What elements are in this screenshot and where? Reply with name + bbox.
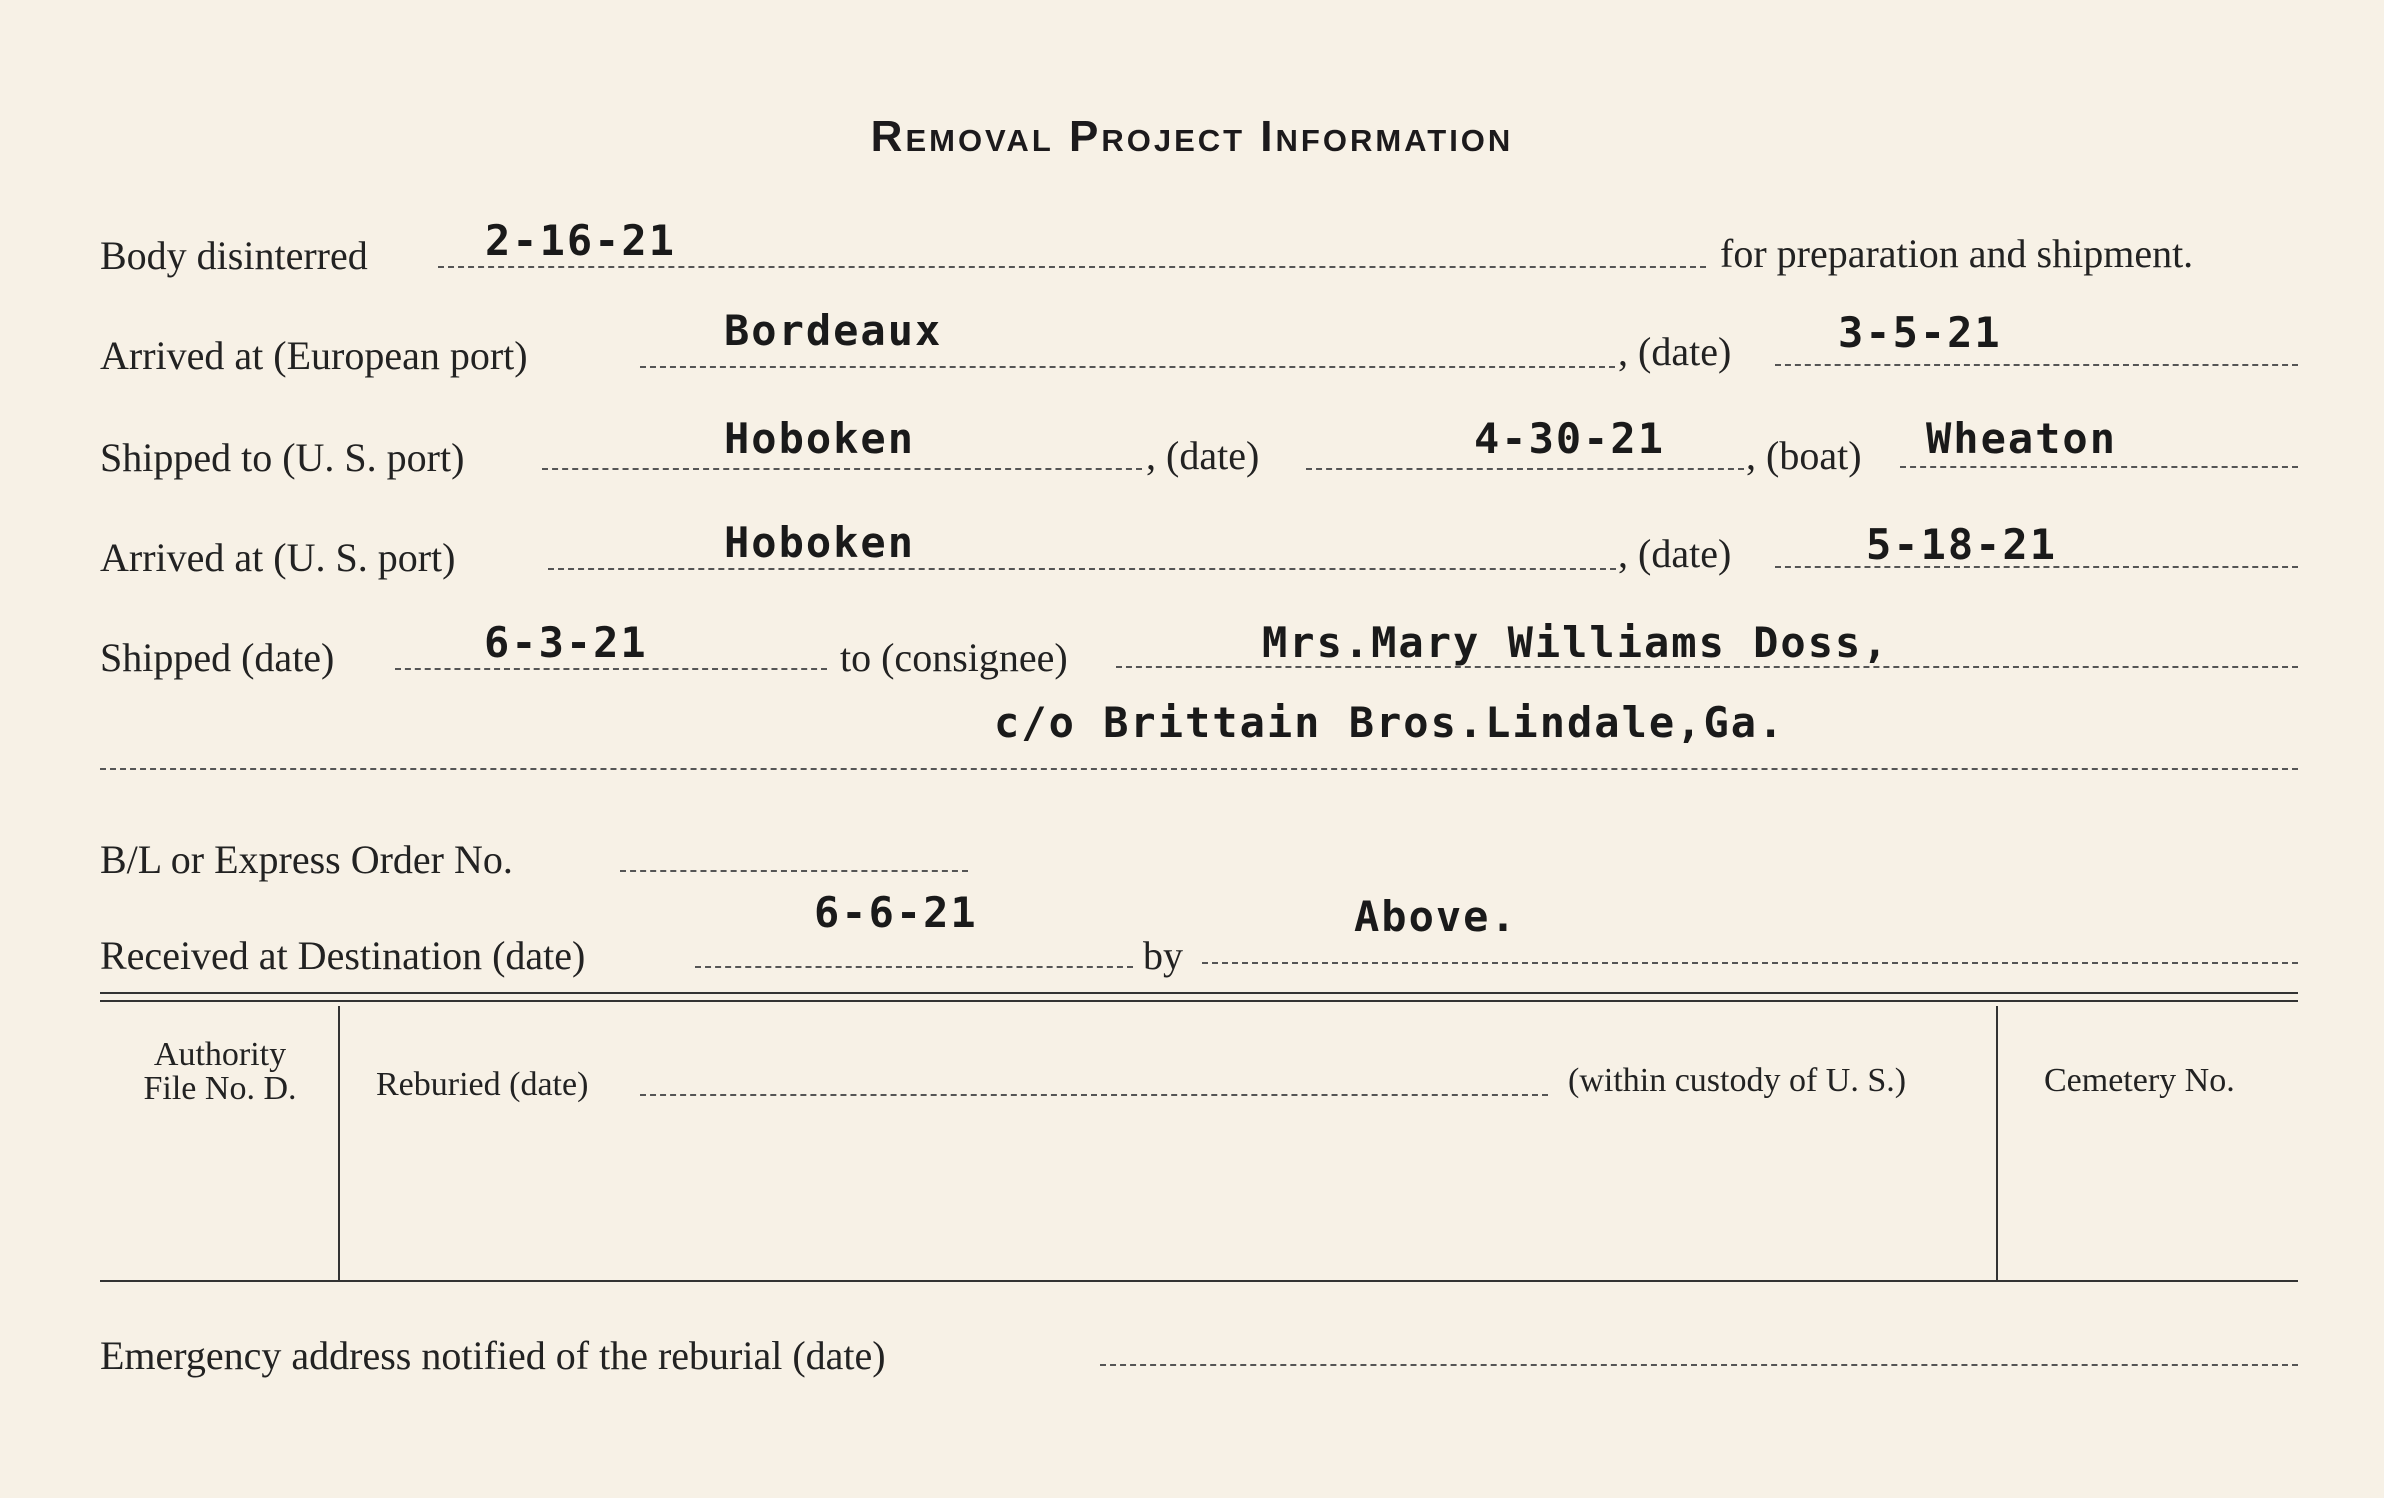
box-bottom-rule [100, 1280, 2298, 1282]
shipped-us-boat-label: , (boat) [1746, 433, 1862, 478]
shipped-us-boat: Wheaton [1926, 414, 2118, 463]
disinterred-label: Body disinterred [100, 233, 368, 278]
box-top-rule-2 [100, 1000, 2298, 1002]
bl-line [620, 870, 968, 872]
consignee-line-2 [100, 768, 2298, 770]
received-by-label: by [1143, 933, 1183, 978]
arrived-europe-date-label: , (date) [1618, 329, 1732, 374]
arrived-europe-date-line [1775, 364, 2298, 366]
reburied-line [640, 1094, 1548, 1096]
box-top-rule [100, 992, 2298, 994]
arrived-europe-label: Arrived at (European port) [100, 333, 528, 378]
box-divider-right [1996, 1006, 1998, 1280]
consignee-label: to (consignee) [840, 635, 1068, 680]
shipped-us-date-line [1306, 468, 1744, 470]
received-label: Received at Destination (date) [100, 933, 586, 978]
arrived-us-line [548, 568, 1616, 570]
box-divider-left [338, 1006, 340, 1280]
received-by: Above. [1354, 892, 1518, 941]
shipped-date-line [395, 668, 827, 670]
shipped-us-boat-line [1900, 466, 2298, 468]
shipped-us-port: Hoboken [724, 414, 916, 463]
emergency-label: Emergency address notified of the reburial (date) [100, 1333, 886, 1378]
reburied-label: Reburied (date) [376, 1066, 589, 1103]
shipped-label: Shipped (date) [100, 635, 335, 680]
authority-label-1: Authority [153, 1036, 287, 1073]
bl-label: B/L or Express Order No. [100, 837, 513, 882]
card-title: Removal Project Information [870, 112, 1514, 161]
arrived-us-port: Hoboken [724, 518, 916, 567]
arrived-us-label: Arrived at (U. S. port) [100, 535, 456, 580]
disinterred-line [438, 266, 1706, 268]
shipped-date: 6-3-21 [484, 618, 648, 667]
arrived-europe-port: Bordeaux [724, 306, 943, 355]
shipped-us-label: Shipped to (U. S. port) [100, 435, 465, 480]
emergency-line [1100, 1364, 2298, 1366]
received-by-line [1202, 962, 2298, 964]
arrived-us-date: 5-18-21 [1866, 520, 2058, 569]
cemetery-label: Cemetery No. [2044, 1062, 2235, 1099]
custody-label: (within custody of U. S.) [1568, 1062, 1907, 1099]
received-date-line [695, 966, 1133, 968]
arrived-europe-line [640, 366, 1615, 368]
consignee-name: Mrs.Mary Williams Doss, [1262, 618, 1890, 667]
shipped-us-line [542, 468, 1142, 470]
shipped-us-date-label: , (date) [1146, 433, 1260, 478]
disinterred-suffix: for preparation and shipment. [1720, 231, 2194, 276]
disinterred-date: 2-16-21 [485, 216, 677, 265]
consignee-address: c/o Brittain Bros.Lindale,Ga. [994, 698, 1786, 747]
shipped-us-date: 4-30-21 [1474, 414, 1666, 463]
authority-label-2: File No. D. [143, 1070, 297, 1107]
arrived-us-date-label: , (date) [1618, 531, 1732, 576]
received-date: 6-6-21 [814, 888, 978, 937]
arrived-europe-date: 3-5-21 [1838, 308, 2002, 357]
